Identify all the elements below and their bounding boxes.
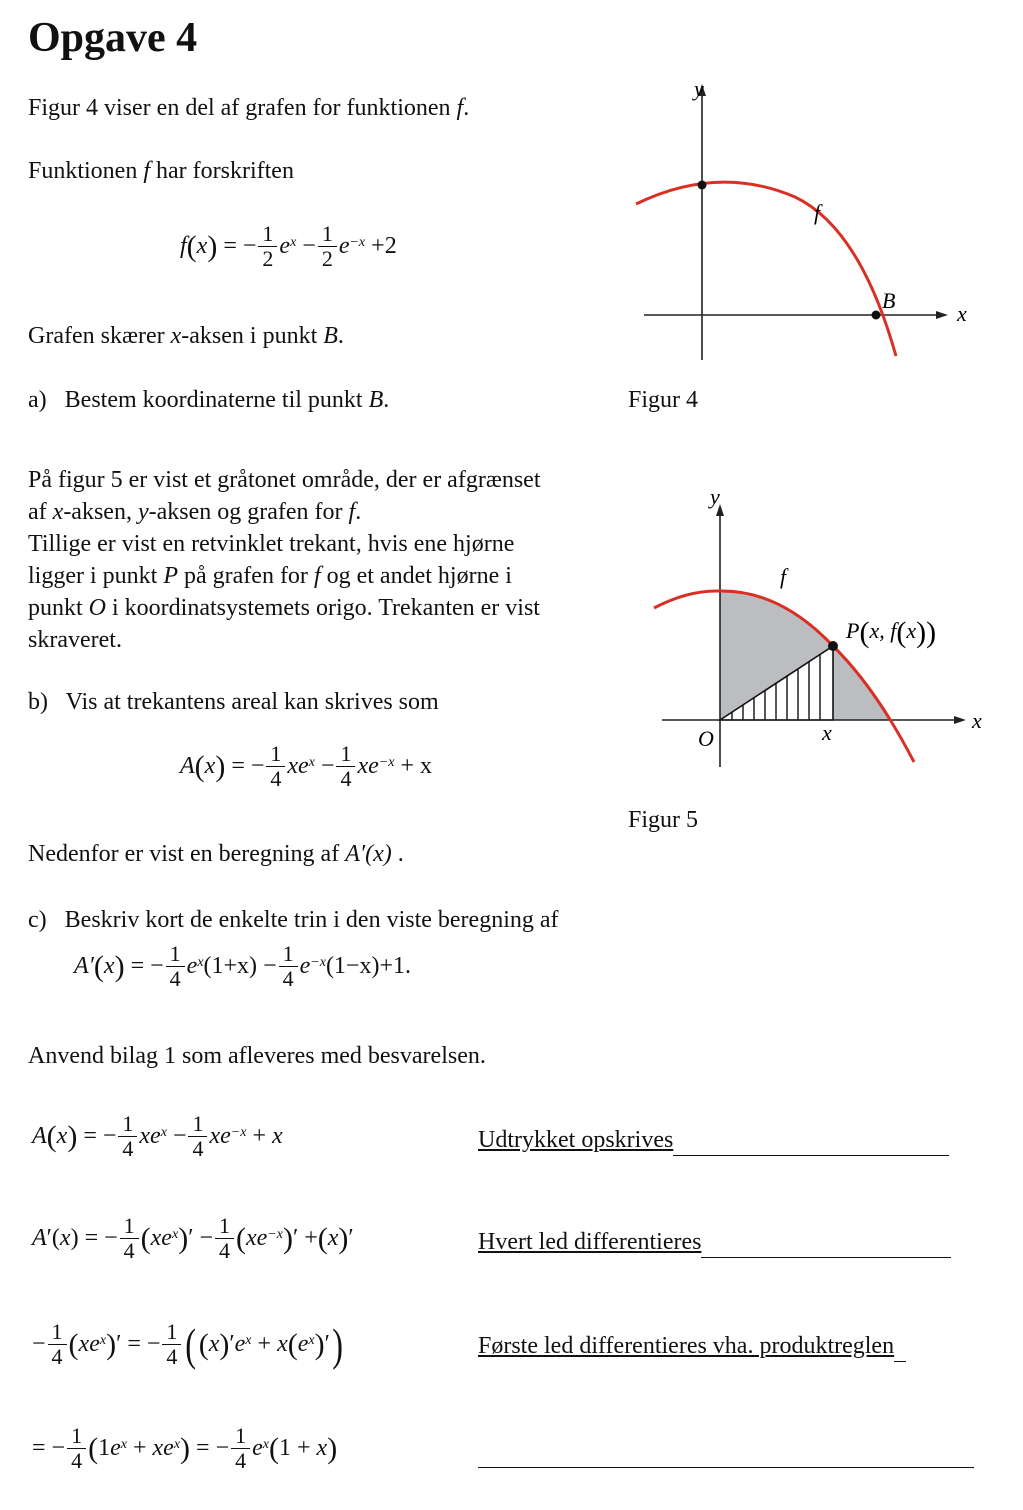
calc-intro [28, 838, 404, 870]
intro-line-1-f: f [456, 95, 464, 121]
formula-Ap-exp-2: −x [310, 954, 326, 970]
step-2-note: Hvert led differentieres [478, 1229, 702, 1255]
step-4-blank [478, 1445, 974, 1468]
calc-intro-post: . [391, 841, 404, 867]
part-b-l2-a: af [28, 499, 53, 525]
figure-5-y-label: y [710, 484, 720, 509]
question-b-label: b) [28, 689, 48, 715]
figure-5-caption: Figur 5 [628, 807, 699, 833]
formula-A: A ( x ) = − $\frac{1}{4}$ xe $^x$ − $\frac{1}{4}$ xe $^{-x}$ + x [180, 741, 433, 791]
figure-5-P-label: P(x, f(x)) [846, 616, 937, 649]
part-b-intro-line-1: På figur 5 er vist et gråtonet område, der er afgrænset [28, 467, 541, 493]
intro-line-3-x: x [170, 323, 182, 349]
part-b-l2-f: f [348, 499, 356, 525]
part-b-l4-b: på grafen for [178, 563, 314, 589]
part-b-l5-b: i koordinatsystemets origo. Trekanten er vist [106, 595, 540, 621]
formula-f-exp-2: −x [349, 234, 366, 250]
formula-f-name: f [180, 233, 187, 259]
part-b-l2-y: y [137, 499, 149, 525]
question-a [28, 384, 389, 416]
part-b-intro-line-4 [28, 560, 540, 592]
step-1-blank [673, 1133, 949, 1156]
step-1-formula: A ( x ) = − $\frac{1}{4}$ xe $^x$ − $\frac{1}{4}$ xe $^{-x}$ + x [32, 1111, 283, 1161]
formula-Ap-arg: x [103, 953, 115, 979]
formula-Ap-name: A′ [74, 953, 94, 979]
formula-f-frac-1: $\frac{1}{2}$ [258, 222, 277, 271]
intro-line-1-text: Figur 4 viser en del af grafen for funktionen [28, 95, 457, 121]
formula-A-arg: x [204, 753, 216, 779]
question-a-label: a) [28, 387, 47, 413]
figure-4-y-label: y [694, 78, 704, 101]
step-1-note: Udtrykket opskrives [478, 1127, 674, 1153]
part-b-l2-c: -aksen og grafen for [148, 499, 349, 525]
formula-Ap-frac-2: $\frac{1}{4}$ [279, 942, 298, 991]
formula-f-exp-1: x [290, 234, 297, 250]
formula-f: f ( x ) = − $\frac{1}{2}$ e $^x$ − $\frac{1}{2}$ e $^{-x}$ +2 [180, 221, 397, 271]
formula-Ap-factor-2: (1−x) [325, 953, 380, 979]
part-b-intro-line-5 [28, 592, 540, 624]
step-2-blank [701, 1235, 951, 1258]
intro-line-1 [28, 92, 469, 124]
intro-line-2-post: har forskriften [150, 158, 294, 184]
formula-f-frac-2: $\frac{1}{2}$ [318, 222, 337, 271]
part-b-l5-O: O [88, 595, 107, 621]
question-c [28, 904, 559, 936]
figure-4-x-arrow [936, 311, 948, 319]
question-b [28, 686, 439, 718]
formula-A-term-1: xe [287, 753, 309, 779]
figure-5-x-label: x [972, 708, 982, 733]
formula-A-exp-1: x [308, 754, 315, 770]
figure-4-curve [636, 182, 896, 356]
intro-line-2 [28, 155, 294, 187]
figure-5 [650, 482, 1020, 782]
intro-line-2-f: f [143, 158, 151, 184]
part-b-l5-a: punkt [28, 595, 89, 621]
formula-A-frac-1: $\frac{1}{4}$ [266, 742, 285, 791]
intro-line-3-B: B [323, 323, 338, 349]
figure-4-B-label: B [882, 288, 896, 313]
calc-intro-text: Nedenfor er vist en beregning af [28, 841, 346, 867]
formula-A-name: A [180, 753, 195, 779]
intro-line-2-text: Funktionen [28, 158, 144, 184]
part-b-l4-a: ligger i punkt [28, 563, 164, 589]
step-2-formula: A ′( x ) = − $\frac{1}{4}$ ( xe $^x$ ) ′ − $\frac{1}{4}$ ( xe $^{-x}$ ) ′ + ( x ) ′ [32, 1213, 354, 1263]
part-b-l2-x: x [52, 499, 64, 525]
figure-5-point-P [828, 641, 838, 651]
figure-4-caption: Figur 4 [628, 387, 699, 413]
formula-A-term-2: xe [357, 753, 379, 779]
page-title: Opgave 4 [28, 15, 198, 61]
intro-line-3 [28, 320, 344, 352]
appendix-note: Anvend bilag 1 som afleveres med besvarelsen. [28, 1043, 486, 1069]
step-3-note-line [478, 1330, 906, 1362]
formula-Ap-tail: +1. [379, 953, 412, 979]
question-a-B: B [368, 387, 384, 413]
figure-5-x-arrow [954, 716, 966, 724]
figure-4-f-label: f [814, 200, 821, 225]
question-c-label: c) [28, 907, 47, 933]
part-b-l4-c: og et andet hjørne i [320, 563, 512, 589]
part-b-intro [28, 464, 540, 656]
figure-5-O-label: O [698, 726, 714, 751]
intro-line-3-text: Grafen skærer [28, 323, 171, 349]
formula-Ap-frac-1: $\frac{1}{4}$ [166, 942, 185, 991]
question-c-text: Beskriv kort de enkelte trin i den viste beregning af [64, 907, 559, 933]
figure-4 [620, 78, 1000, 368]
formula-Ap-exp-1: x [197, 954, 204, 970]
figure-4-point-B [872, 311, 881, 320]
question-a-text: Bestem koordinaterne til punkt [64, 387, 369, 413]
part-b-intro-line-3: Tillige er vist en retvinklet trekant, hvis ene hjørne [28, 531, 515, 557]
figure-4-x-label: x [957, 301, 967, 326]
intro-line-3-post: . [337, 323, 344, 349]
step-4-formula: = − $\frac{1}{4}$ ( 1 e $^x$ + xe $^x$ ) = − $\frac{1}{4}$ e $^x$ ( 1 + x ) [32, 1423, 338, 1473]
formula-f-const: +2 [371, 233, 397, 259]
step-1-note-line [478, 1124, 949, 1156]
formula-A-prime: A′ ( x ) = − $\frac{1}{4}$ e $^x$ (1+x) − $\frac{1}{4}$ e $^{-x}$ (1−x) +1. [74, 941, 412, 991]
step-3-formula: − $\frac{1}{4}$ ( xe $^x$ ) ′ = − $\frac{1}{4}$ ( ( x ) ′ e $^x$ + x ( e $^x$ ) ′ ) [32, 1319, 343, 1370]
formula-Ap-factor-1: (1+x) [203, 953, 258, 979]
step-4-note-line [478, 1436, 974, 1468]
part-b-l4-f: f [313, 563, 321, 589]
part-b-l4-P: P [163, 563, 178, 589]
figure-4-point-y-intercept [698, 181, 707, 190]
formula-A-tail: + x [400, 753, 433, 779]
intro-line-1-post: . [463, 95, 470, 121]
calc-intro-expr: A′(x) [345, 841, 392, 867]
part-b-intro-line-6: skraveret. [28, 627, 122, 653]
step-3-note: Første led differentieres vha. produktreglen [478, 1333, 895, 1359]
formula-A-exp-2: −x [378, 754, 395, 770]
part-b-l2-d: . [355, 499, 362, 525]
question-b-text: Vis at trekantens areal kan skrives som [65, 689, 439, 715]
intro-line-3-mid: -aksen i punkt [181, 323, 324, 349]
formula-f-arg: x [196, 233, 208, 259]
formula-A-frac-2: $\frac{1}{4}$ [336, 742, 355, 791]
figure-5-f-label: f [780, 564, 787, 589]
part-b-intro-line-2 [28, 496, 540, 528]
part-b-l2-b: -aksen, [63, 499, 138, 525]
step-2-note-line [478, 1226, 951, 1258]
step-3-blank [894, 1339, 906, 1362]
question-a-post: . [383, 387, 390, 413]
figure-5-x-tick-label: x [822, 720, 832, 745]
